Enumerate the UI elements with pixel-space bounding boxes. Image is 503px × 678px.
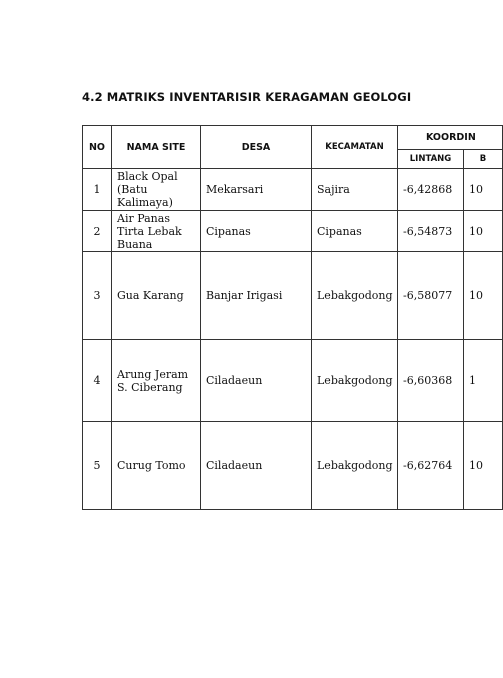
cell-lintang: -6,42868: [398, 169, 464, 211]
cell-desa: Cipanas: [201, 211, 312, 252]
header-desa: DESA: [201, 126, 312, 169]
header-nama-site: NAMA SITE: [112, 126, 201, 169]
header-lintang: LINTANG: [398, 150, 464, 169]
cell-bujur: 10: [464, 252, 503, 340]
cell-desa: Banjar Irigasi: [201, 252, 312, 340]
cell-nama-site: Black Opal (Batu Kalimaya): [112, 169, 201, 211]
cell-no: 4: [83, 340, 112, 422]
cell-no: 2: [83, 211, 112, 252]
cell-desa: Ciladaeun: [201, 422, 312, 510]
cell-bujur: 10: [464, 169, 503, 211]
header-kecamatan: KECAMATAN: [312, 126, 398, 169]
cell-no: 5: [83, 422, 112, 510]
table-row: [83, 422, 503, 510]
cell-kecamatan: Sajira: [312, 169, 398, 211]
cell-lintang: -6,58077: [398, 252, 464, 340]
table-row: [83, 340, 503, 422]
cell-bujur: 10: [464, 422, 503, 510]
table-row: [83, 252, 503, 340]
cell-nama-site: Arung Jeram S. Ciberang: [112, 340, 201, 422]
cell-kecamatan: Lebakgodong: [312, 422, 398, 510]
cell-nama-site: Gua Karang: [112, 252, 201, 340]
table-row: [83, 211, 503, 252]
cell-nama-site: Curug Tomo: [112, 422, 201, 510]
cell-bujur: 1: [464, 340, 503, 422]
cell-bujur: 10: [464, 211, 503, 252]
section-heading: 4.2 MATRIKS INVENTARISIR KERAGAMAN GEOLOGI: [82, 90, 412, 104]
table-row: [83, 169, 503, 211]
header-bujur: B: [464, 150, 503, 169]
cell-nama-site: Air Panas Tirta Lebak Buana: [112, 211, 201, 252]
cell-no: 1: [83, 169, 112, 211]
header-koordinat: KOORDIN: [398, 126, 503, 150]
cell-lintang: -6,54873: [398, 211, 464, 252]
geology-inventory-table: [82, 125, 503, 510]
header-no: NO: [83, 126, 112, 169]
cell-no: 3: [83, 252, 112, 340]
cell-lintang: -6,62764: [398, 422, 464, 510]
cell-kecamatan: Cipanas: [312, 211, 398, 252]
cell-kecamatan: Lebakgodong: [312, 252, 398, 340]
cell-desa: Ciladaeun: [201, 340, 312, 422]
cell-kecamatan: Lebakgodong: [312, 340, 398, 422]
cell-desa: Mekarsari: [201, 169, 312, 211]
cell-lintang: -6,60368: [398, 340, 464, 422]
